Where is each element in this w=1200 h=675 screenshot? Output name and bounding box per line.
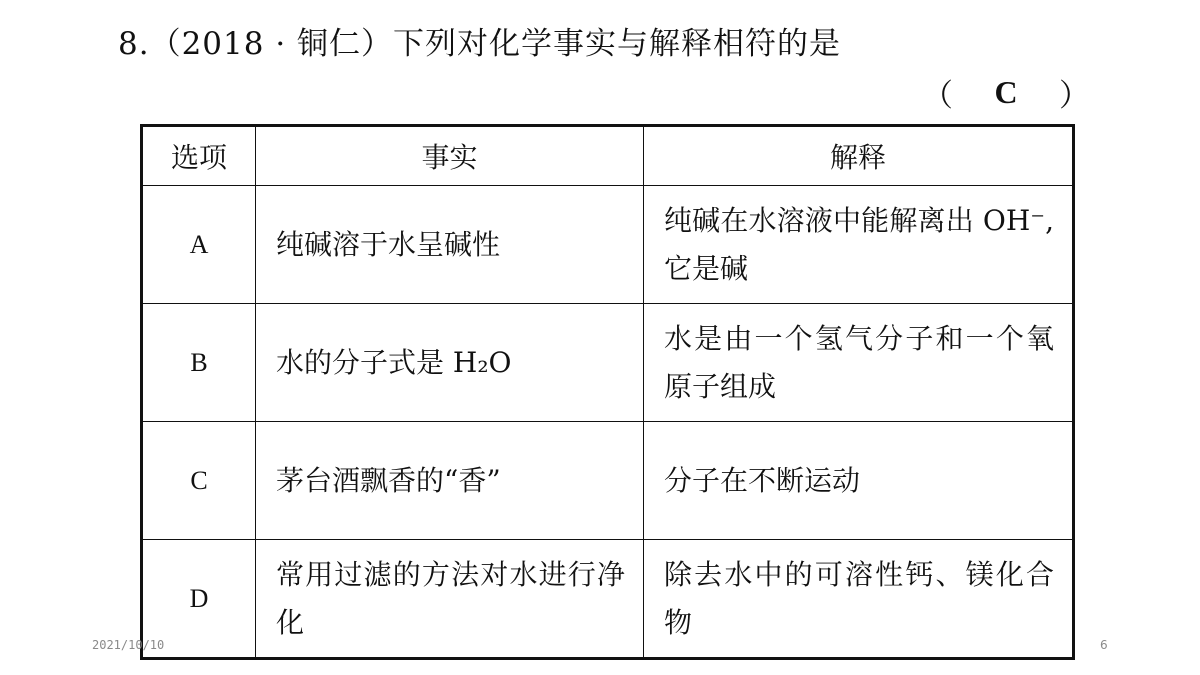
answer-close-paren: ） (1058, 78, 1090, 114)
row-explanation: 纯碱在水溶液中能解离出 OH⁻,它是碱 (644, 186, 1074, 304)
answer-bracket (922, 70, 1090, 115)
table-row (142, 422, 1074, 540)
row-option: C (142, 422, 256, 540)
table-row (142, 304, 1074, 422)
table-row (142, 186, 1074, 304)
row-fact: 水的分子式是 H₂O (256, 304, 644, 422)
row-fact: 茅台酒飘香的“香” (256, 422, 644, 540)
page-number: 6 (1100, 638, 1108, 652)
answer-open-paren: （ (922, 78, 953, 114)
row-explanation: 除去水中的可溶性钙、镁化合物 (644, 540, 1074, 659)
row-fact: 常用过滤的方法对水进行净化 (256, 540, 644, 659)
header-fact: 事实 (256, 126, 644, 186)
table-header-row (142, 126, 1074, 186)
table-row (142, 540, 1074, 659)
footer-date: 2021/10/10 (92, 638, 165, 652)
row-option: D (142, 540, 256, 659)
header-explanation: 解释 (644, 126, 1074, 186)
facts-table (140, 124, 1075, 660)
row-explanation: 水是由一个氢气分子和一个氧原子组成 (644, 304, 1074, 422)
question-text: 8.（2018 · 铜仁）下列对化学事实与解释相符的是 (118, 26, 842, 62)
row-fact: 纯碱溶于水呈碱性 (256, 186, 644, 304)
answer-letter: C (994, 74, 1018, 110)
row-option: A (142, 186, 256, 304)
row-explanation: 分子在不断运动 (644, 422, 1074, 540)
header-option: 选项 (142, 126, 256, 186)
row-option: B (142, 304, 256, 422)
